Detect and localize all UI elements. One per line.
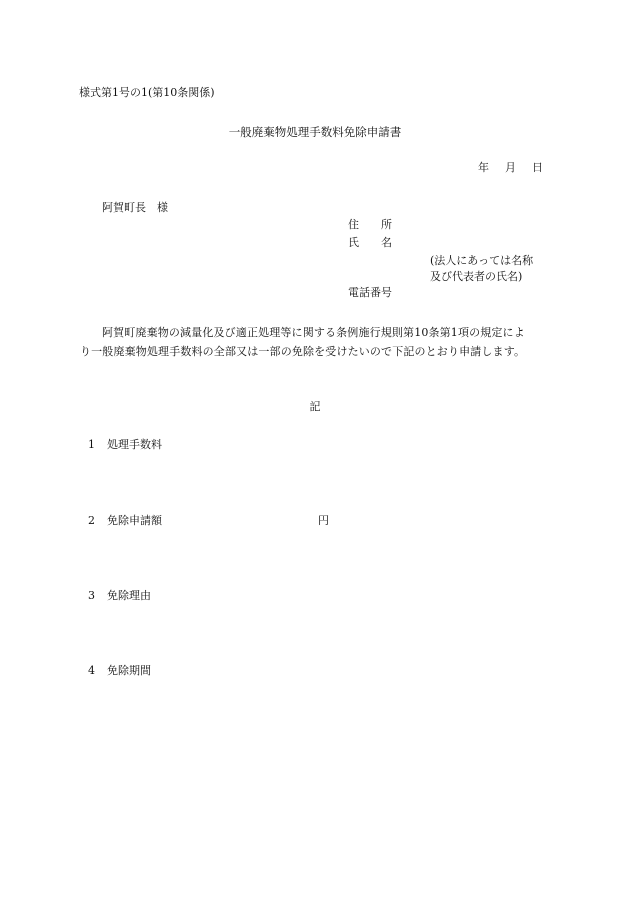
corporate-note [430, 253, 533, 285]
corporate-note-line-1: (法人にあっては名称 [430, 254, 534, 267]
date-year-label: 年 [478, 161, 489, 174]
date-line [478, 162, 543, 173]
address-label: 住 所 [348, 218, 392, 231]
statement-line-2: り一般廃棄物処理手数料の全部又は一部の免除を受けたいので下記のとおり申請します。 [80, 345, 526, 358]
item-exemption-reason [88, 590, 151, 601]
addressee: 阿賀町長 様 [102, 201, 168, 214]
item-number: 4 [88, 664, 95, 677]
document-title: 一般廃棄物処理手数料免除申請書 [228, 125, 402, 139]
item-label: 免除申請額 [107, 514, 162, 527]
item-exemption-period [88, 665, 151, 676]
item-exemption-amount [88, 515, 162, 526]
yen-unit: 円 [318, 514, 329, 527]
date-month-label: 月 [505, 161, 516, 174]
corporate-note-line-2: 及び代表者の氏名) [430, 270, 523, 283]
applicant-name-row [348, 237, 408, 248]
applicant-address-row [348, 219, 408, 230]
item-label: 免除期間 [107, 664, 151, 677]
name-label: 氏 名 [348, 236, 392, 249]
item-number: 1 [88, 438, 95, 451]
request-statement [80, 323, 560, 361]
item-label: 処理手数料 [107, 438, 162, 451]
applicant-phone-row [348, 287, 408, 298]
form-number: 様式第1号の1(第10条関係) [79, 86, 215, 99]
statement-line-1: 阿賀町廃棄物の減量化及び適正処理等に関する条例施行規則第10条第1項の規定によ [102, 326, 525, 339]
item-number: 2 [88, 514, 95, 527]
date-day-label: 日 [532, 161, 543, 174]
item-processing-fee [88, 439, 162, 450]
item-label: 免除理由 [107, 589, 151, 602]
item-number: 3 [88, 589, 95, 602]
ki-heading: 記 [309, 400, 321, 413]
phone-label: 電話番号 [348, 286, 392, 299]
